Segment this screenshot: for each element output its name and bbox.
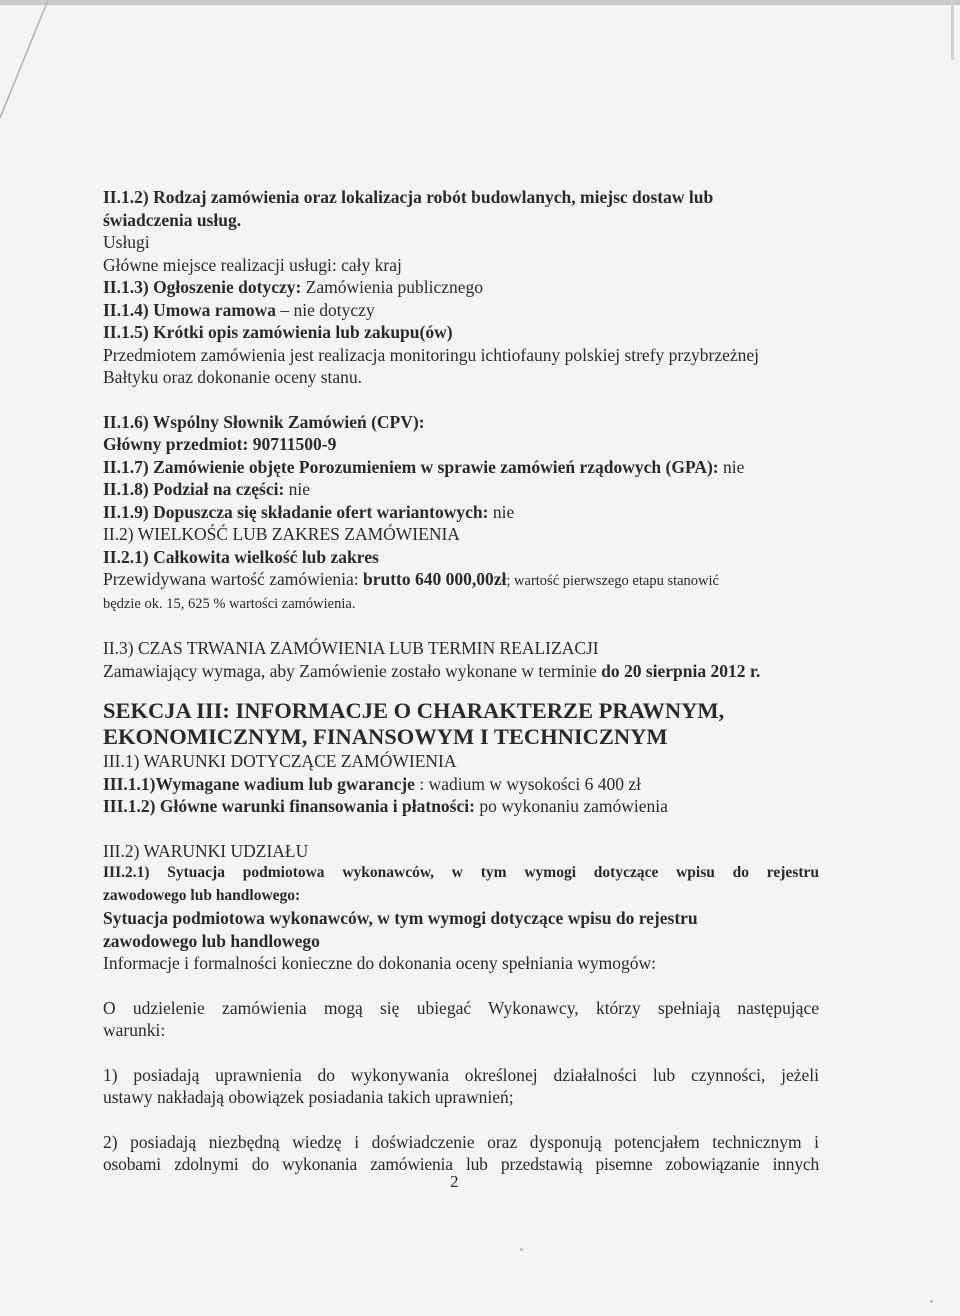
section-ii-1-2-heading-cont: świadczenia usług. — [103, 209, 242, 230]
ii-1-4-label: II.1.4) Umowa ramowa — [103, 299, 277, 320]
section-ii-3-heading: II.3) CZAS TRWANIA ZAMÓWIENIA LUB TERMIN REALIZACJI — [103, 638, 599, 658]
iii-1-1-value: : wadium w wysokości 6 400 zł — [414, 773, 641, 794]
condition-2-line2: osobami zdolnymi do wykonania zamówienia lub przedstawią pisemne zobowiązanie innych — [103, 1154, 819, 1174]
short-description-line1: Przedmiotem zamówienia jest realizacja monitoringu ichtiofauny polskiej strefy przybrzeżnej — [103, 344, 760, 365]
condition-2-line1: 2) posiadają niezbędną wiedzę i doświadczenie oraz dysponują potencjałem technicznym i — [103, 1131, 819, 1152]
deadline-date: do 20 sierpnia 2012 r. — [601, 660, 761, 681]
section-ii-1-6-heading: II.1.6) Wspólny Słownik Zamówień (CPV): — [103, 411, 425, 432]
section-ii-2-1-heading: II.2.1) Całkowita wielkość lub zakres — [103, 546, 379, 567]
condition-1-line1: 1) posiadają uprawnienia do wykonywania określonej działalności lub czynności, jeżeli — [103, 1064, 819, 1085]
section-iii-2-1-heading-line1: III.2.1) Sytuacja podmiotowa wykonawców, w tym wymogi dotyczące wpisu do rejestru — [103, 864, 819, 881]
page-number: 2 — [450, 1172, 459, 1191]
folded-corner-mark — [0, 0, 60, 120]
scan-border-right — [951, 0, 954, 60]
subject-situation-line1: Sytuacja podmiotowa wykonawców, w tym wymogi dotyczące wpisu do rejestru — [103, 908, 698, 928]
section-ii-1-7 — [103, 456, 819, 479]
conditions-intro-line2: warunki: — [103, 1020, 166, 1040]
subject-situation-line2: zawodowego lub handlowego — [103, 930, 320, 951]
section-ii-1-3 — [103, 276, 819, 299]
section-iii-title-line2: EKONOMICZNYM, FINANSOWYM I TECHNICZNYM — [103, 724, 668, 749]
deadline-label: Zamawiający wymaga, aby Zamówienie zostało wykonane w terminie — [103, 660, 602, 681]
estimated-value-note-cont: będzie ok. 15, 625 % wartości zamówienia. — [103, 595, 356, 612]
section-ii-1-5-heading: II.1.5) Krótki opis zamówienia lub zakupu(ów) — [103, 322, 453, 342]
section-ii-1-4 — [103, 299, 819, 322]
service-type: Usługi — [103, 232, 150, 252]
document-page — [103, 186, 819, 1176]
short-description-line2: Bałtyku oraz dokonanie oceny stanu. — [103, 367, 363, 387]
cpv-main-code: Główny przedmiot: 90711500-9 — [103, 434, 337, 454]
ii-1-7-label: II.1.7) Zamówienie objęte Porozumieniem w sprawie zamówień rządowych (GPA): — [103, 456, 719, 477]
estimated-value — [103, 568, 819, 593]
estimated-value-label: Przewidywana wartość zamówienia: — [103, 569, 363, 589]
ii-1-8-value: nie — [284, 479, 311, 499]
scan-speck — [520, 1248, 523, 1251]
ii-1-7-value: nie — [718, 456, 745, 477]
deadline-text — [103, 660, 819, 683]
ii-1-3-value: Zamówienia publicznego — [301, 277, 484, 297]
section-ii-2-heading: II.2) WIELKOŚĆ LUB ZAKRES ZAMÓWIENIA — [103, 524, 460, 544]
condition-1-line2: ustawy nakładają obowiązek posiadania takich uprawnień; — [103, 1087, 514, 1107]
estimated-value-note: ; wartość pierwszego etapu stanowić — [506, 573, 719, 589]
section-ii-1-2-heading: II.1.2) Rodzaj zamówienia oraz lokalizacja robót budowlanych, miejsc dostaw lub — [103, 187, 714, 207]
scan-speck — [930, 1300, 933, 1303]
section-iii-1-heading: III.1) WARUNKI DOTYCZĄCE ZAMÓWIENIA — [103, 751, 457, 771]
section-iii-2-1-heading-line2: zawodowego lub handlowego: — [103, 886, 301, 904]
scan-border-top — [0, 0, 960, 5]
section-ii-1-8 — [103, 478, 819, 501]
ii-1-9-label: II.1.9) Dopuszcza się składanie ofert wariantowych: — [103, 501, 489, 522]
section-iii-1-2 — [103, 795, 819, 818]
section-iii-1-1 — [103, 773, 819, 796]
ii-1-8-label: II.1.8) Podział na części: — [103, 479, 285, 499]
ii-1-3-label: II.1.3) Ogłoszenie dotyczy: — [103, 277, 302, 297]
ii-1-4-value: – nie dotyczy — [276, 299, 375, 320]
information-formalities: Informacje i formalności konieczne do dokonania oceny spełniania wymogów: — [103, 953, 657, 973]
ii-1-9-value: nie — [488, 501, 515, 522]
conditions-intro-line1: O udzielenie zamówienia mogą się ubiegać Wykonawcy, którzy spełniają następujące — [103, 997, 819, 1018]
estimated-value-amount: brutto 640 000,00zł — [362, 569, 507, 589]
section-iii-title-line1: SEKCJA III: INFORMACJE O CHARAKTERZE PRAWNYM, — [103, 698, 725, 723]
iii-1-2-value: po wykonaniu zamówienia — [474, 796, 668, 816]
section-ii-1-9 — [103, 501, 819, 524]
main-location: Główne miejsce realizacji usługi: cały kraj — [103, 254, 402, 275]
iii-1-1-label: III.1.1)Wymagane wadium lub gwarancje — [103, 773, 415, 794]
section-iii-2-heading: III.2) WARUNKI UDZIAŁU — [103, 840, 309, 861]
iii-1-2-label: III.1.2) Główne warunki finansowania i płatności: — [103, 796, 475, 816]
